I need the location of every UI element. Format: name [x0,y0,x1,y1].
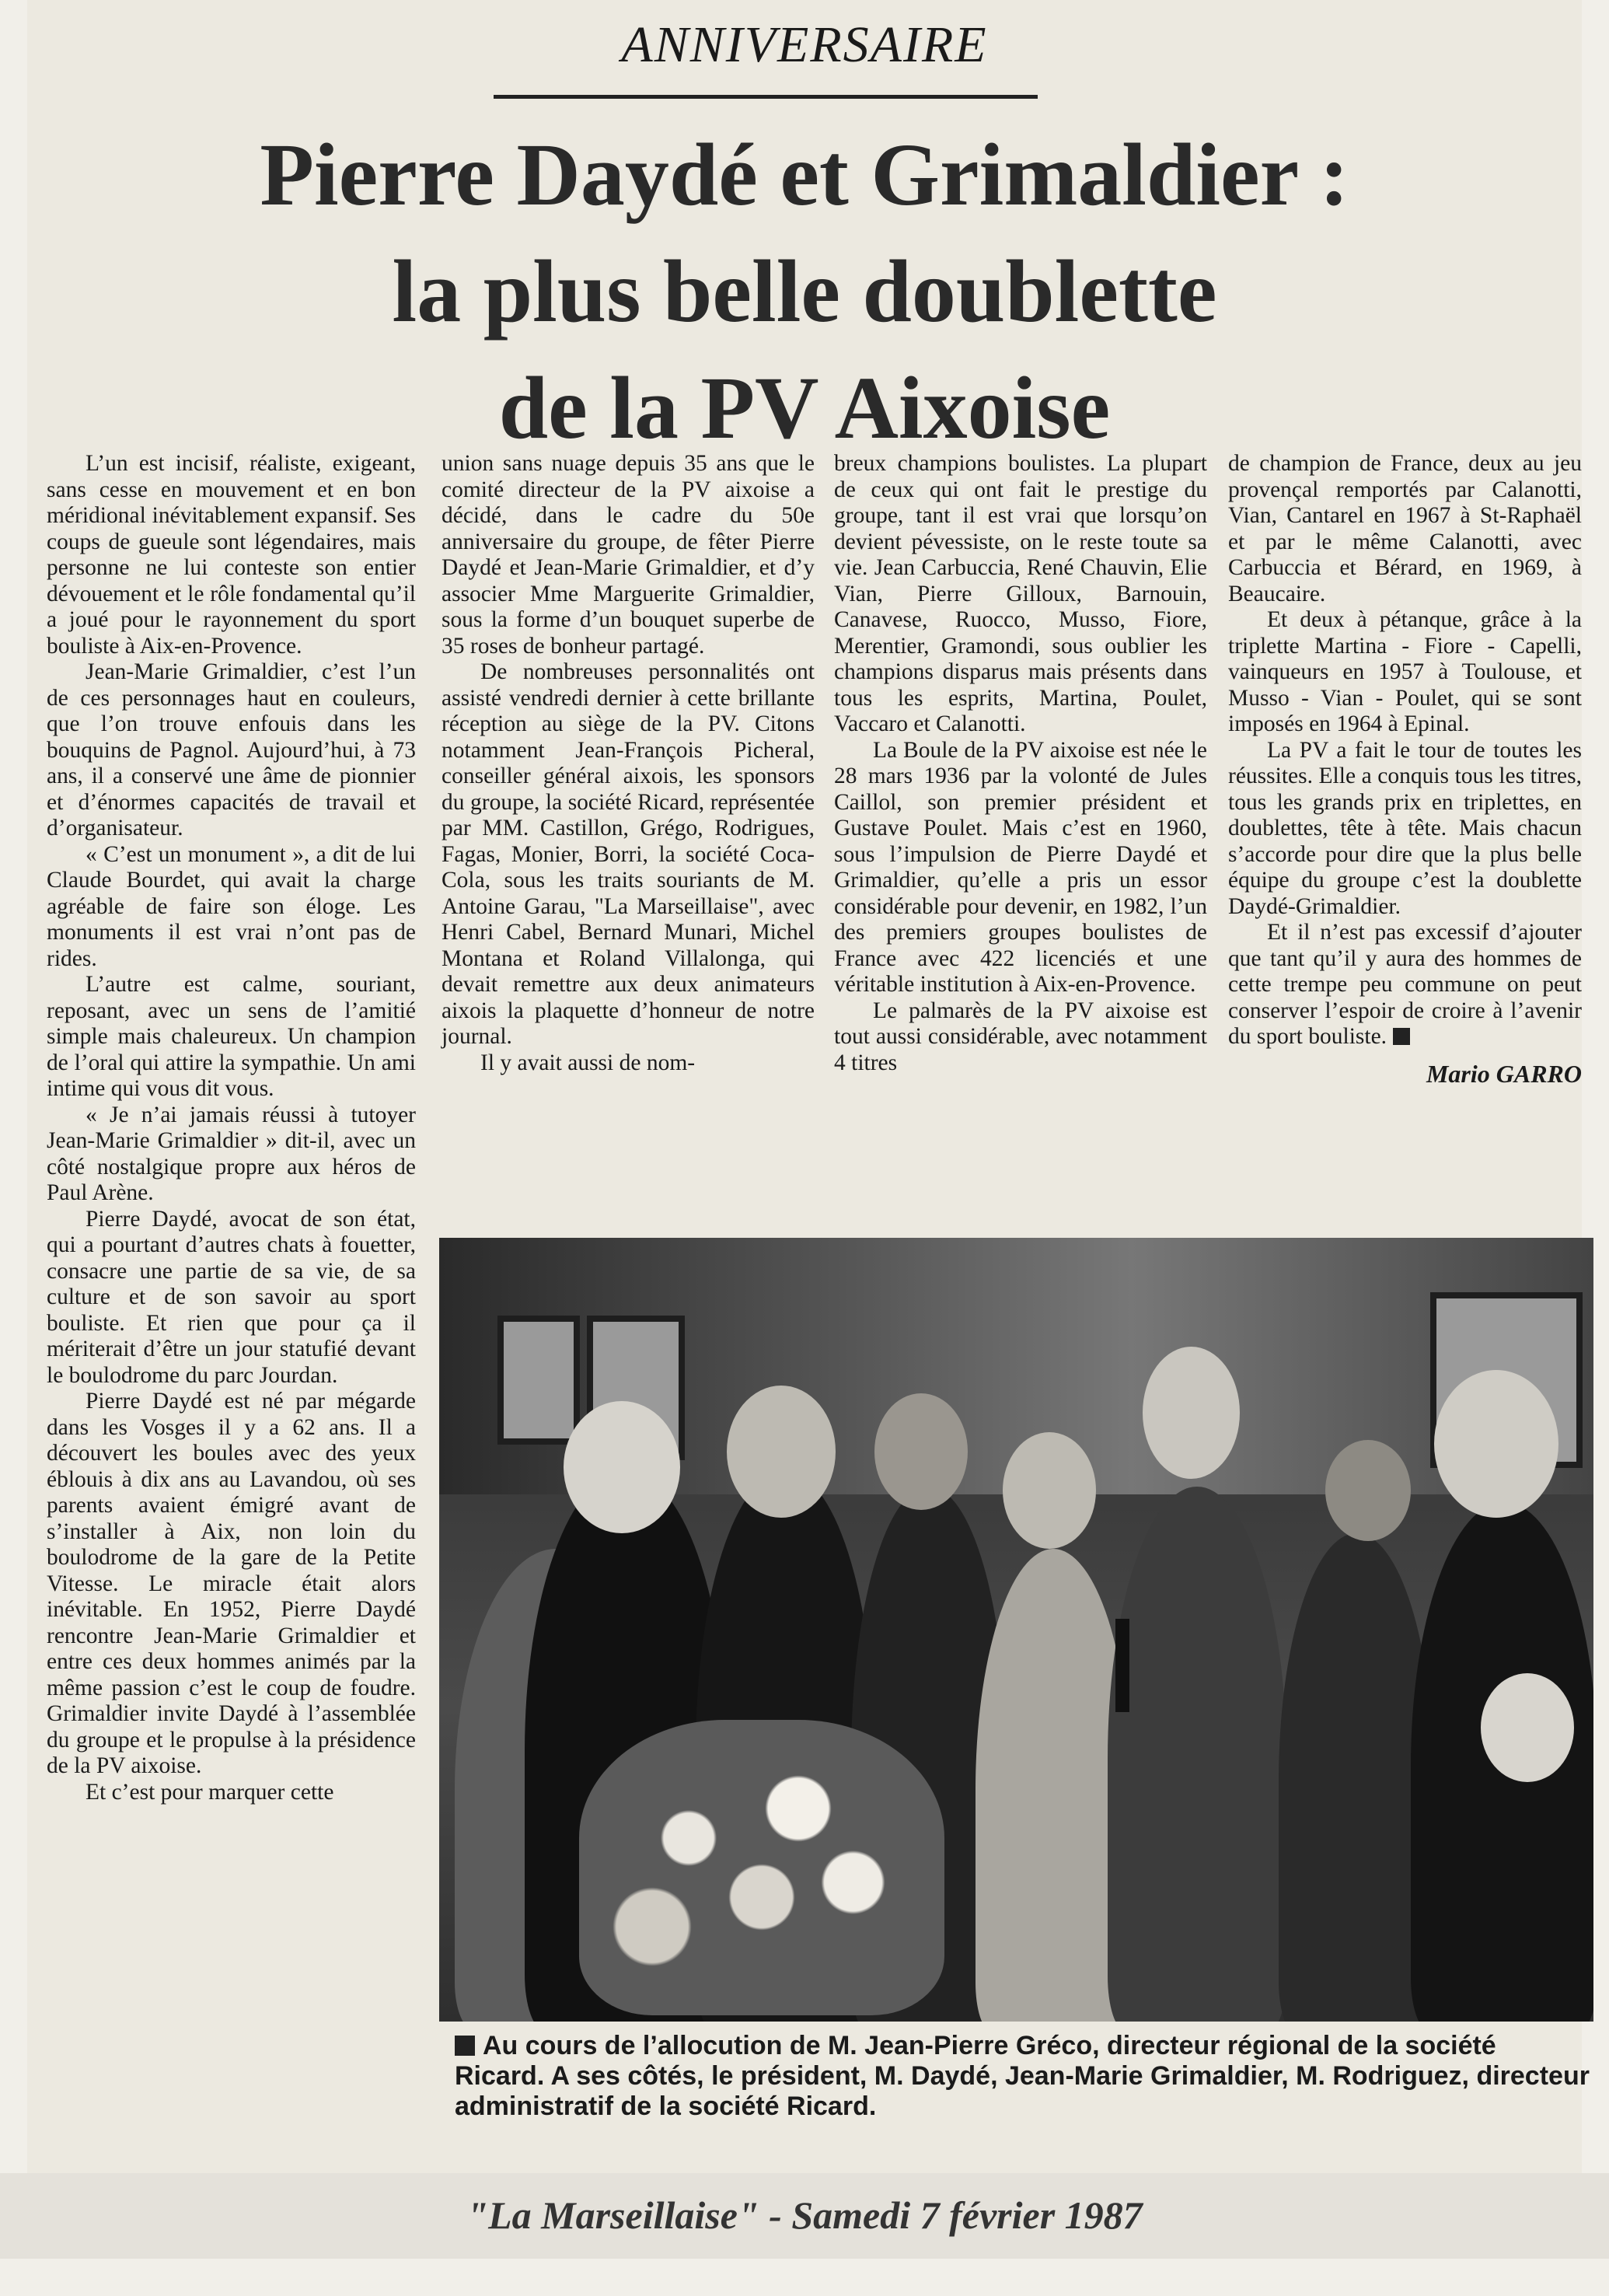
headline-line-2: la plus belle doublette [392,242,1217,341]
article-column-2 [442,451,815,1076]
paragraph: union sans nuage depuis 35 ans que le comité directeur de la PV aixoise a décidé, dans le cadre du 50e anniversaire du groupe, de fêter Pierre Daydé et Jean-Marie Grimaldier, et d’y associer Mme Marguerite Grimaldier, sous la forme d’un bouquet superbe de 35 roses de bonheur partagé. [442,451,815,659]
end-mark-icon [1393,1028,1410,1045]
article-column-1 [47,451,416,1805]
newspaper-clipping [27,0,1590,2177]
paragraph: Pierre Daydé est né par mégarde dans les Vosges il y a 62 ans. Il a découvert les boules avec des yeux éblouis à dix ans au Lavandou, où ses parents avaient émigré avant de s’installer à Aix, non loin du boulodrome de la gare de la Petite Vitesse. Le miracle était alors inévitable. En 1952, Pierre Daydé rencontre Jean-Marie Grimaldier et entre ces deux hommes animés par la même passion c’est le coup de foudre. Grimaldier invite Daydé à l’assemblée du groupe et le propulse à la présidence de la PV aixoise. [47,1389,416,1778]
flower-bouquet [579,1720,944,2015]
photo-caption [455,2031,1590,2122]
paragraph-quote: « Je n’ai jamais réussi à tutoyer Jean-Marie Grimaldier » dit-il, avec un côté nostalgique propre aux héros de Paul Arène. [47,1102,416,1205]
paragraph: Jean-Marie Grimaldier, c’est l’un de ces personnages haut en couleurs, que l’on trouve enfouis dans les bouquins de Pagnol. Aujourd’hui, à 73 ans, il a conservé une âme de pionnier et d’énormes capacités de travail et d’organisateur. [47,659,416,840]
person-head [1143,1347,1240,1479]
paragraph: La PV a fait le tour de toutes les réussites. Elle a conquis tous les titres, tous les grands prix en triplettes, en doublettes, tête à tête. Mais chacun s’accorde pour dire que la plus belle équipe du groupe c’est la doublette Daydé-Grimaldier. [1228,737,1582,919]
person-head [564,1401,680,1533]
person-head [1481,1673,1574,1782]
article-column-3 [834,451,1207,1076]
paragraph-text: Et il n’est pas excessif d’ajouter que tant qu’il y aura des hommes de cette trempe peu commune on peut conserver l’espoir de croire à l’avenir du sport bouliste. [1228,920,1582,1049]
paragraph [1228,920,1582,1050]
byline: Mario GARRO [1426,1059,1582,1088]
paragraph: L’autre est calme, souriant, reposant, avec un sens de l’amitié simple mais chaleureux. Un champion de l’oral qui attire la sympathie. Un ami intime qui vous dit vous. [47,972,416,1101]
paragraph: Il y avait aussi de nom- [480,1050,696,1075]
paragraph: breux champions boulistes. La plupart de ceux qui ont fait le prestige du groupe, tant il est vrai que lorsqu’on devient pévessiste, on le reste toute sa vie. Jean Carbuccia, René Chauvin, Elie Vian, Pierre Gilloux, Barnouin, Canavese, Ruocco, Musso, Fiore, Merentier, Gramondi, sous oublier les champions disparus mais présents dans tous les esprits, Martina, Poulet, Vaccaro et Calanotti. [834,451,1207,736]
person-head [1325,1440,1411,1541]
headline-line-1: Pierre Daydé et Grimaldier : [260,125,1349,224]
headline [27,117,1582,467]
person-head [727,1386,836,1518]
paragraph-quote: « C’est un monument », a dit de lui Claude Bourdet, qui avait la charge agréable de faire son éloge. Les monuments il est vrai n’ont pas de rides. [47,841,416,971]
microphone [1115,1619,1129,1712]
caption-marker-icon [455,2036,475,2056]
headline-line-3: de la PV Aixoise [498,358,1111,457]
photo-caption-text: Au cours de l’allocution de M. Jean-Pierre Gréco, directeur régional de la société Ricard. A ses côtés, le président, M. Daydé, Jean-Marie Grimaldier, M. Rodriguez, directeur administratif de la société Ricard. [455,2031,1590,2121]
source-footer: "La Marseillaise" - Samedi 7 février 1987 [466,2193,1143,2237]
paragraph: Pierre Daydé, avocat de son état, qui a pourtant d’autres chats à fouetter, consacre une partie de sa vie, de sa culture et de son savoir au sport bouliste. Et rien que pour ça il mériterait d’être un jour statufié devant le boulodrome du parc Jourdan. [47,1206,416,1388]
paragraph: De nombreuses personnalités ont assisté vendredi dernier à cette brillante réception au siège de la PV. Citons notamment Jean-François Picheral, conseiller général aixois, les sponsors du groupe, la société Ricard, représentée par MM. Castillon, Grégo, Rodrigues, Fagas, Monier, Borri, la société Coca-Cola, sous les traits souriants de M. Antoine Garau, "La Marseillaise", avec Henri Cabel, Bernard Munari, Michel Montana et Roland Villalonga, qui devait remettre aux deux animateurs aixois la plaquette d’honneur de notre journal. [442,659,815,1049]
paragraph: Le palmarès de la PV aixoise est tout aussi considérable, avec notamment 4 titres [834,998,1207,1075]
event-photo [439,1238,1593,2022]
paragraph: La Boule de la PV aixoise est née le 28 mars 1936 par la volonté de Jules Caillol, son premier président et Gustave Poulet. Mais c’est en 1960, sous l’impulsion de Pierre Daydé et Grimaldier, qu’elle a pris un essor considérable pour devenir, en 1982, l’un des premiers groupes boulistes de France avec 422 licenciés et une véritable institution à Aix-en-Provence. [834,737,1207,997]
wall-frame [497,1316,580,1445]
paragraph: Et deux à pétanque, grâce à la triplette Martina - Fiore - Capelli, vainqueurs en 1957 à Toulouse, et Musso - Vian - Poulet, qui se sont imposés en 1964 à Epinal. [1228,607,1582,736]
person-silhouette [1108,1487,1286,2022]
person-head [1434,1370,1558,1518]
person-head [1003,1432,1096,1549]
article-column-4 [1228,451,1582,1087]
paragraph: de champion de France, deux au jeu provençal remportés par Calanotti, Vian, Cantarel en 1967 à St-Raphaël et par le même Calanotti, avec Carbuccia et Bérard, en 1969, à Beaucaire. [1228,451,1582,606]
paragraph: Et c’est pour marquer cette [86,1779,334,1805]
kicker-rule [494,95,1038,99]
person-head [874,1393,968,1510]
section-kicker: ANNIVERSAIRE [621,16,988,73]
paragraph: L’un est incisif, réaliste, exigeant, sans cesse en mouvement et en bon méridional inévitablement expansif. Ses coups de gueule sont légendaires, mais personne ne lui conteste son entier dévouement et le rôle fondamental qu’il a joué pour le rayonnement du sport bouliste à Aix-en-Provence. [47,451,416,659]
